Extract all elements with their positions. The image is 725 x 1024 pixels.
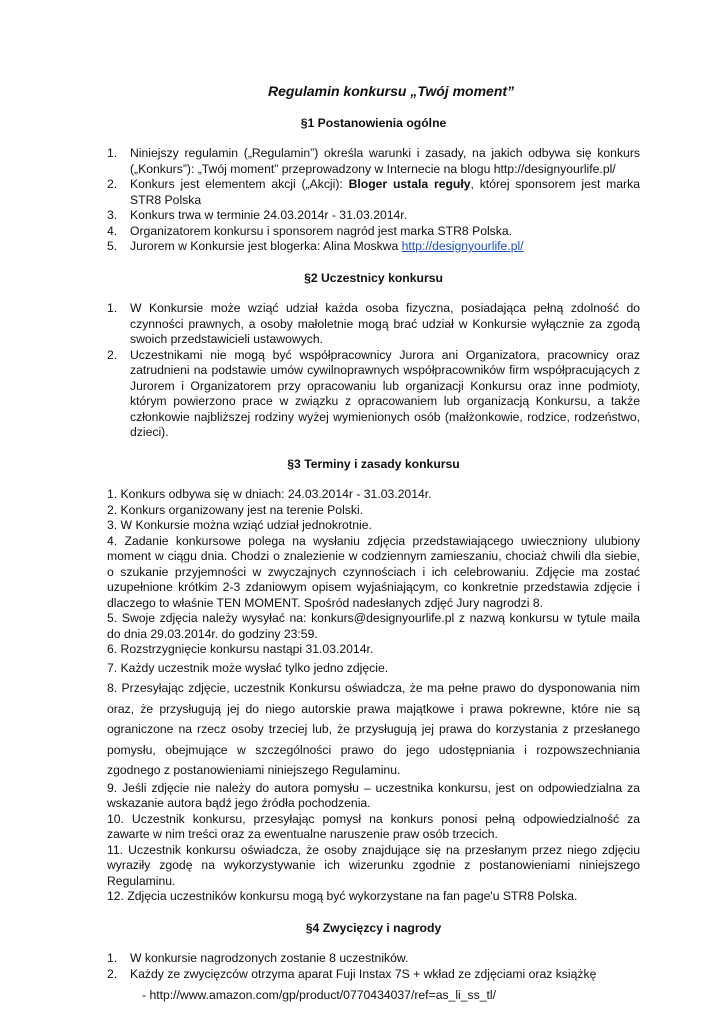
blog-link[interactable]: http://designyourlife.pl/ xyxy=(401,239,524,253)
paragraph: 4. Zadanie konkursowe polega na wysłaniu zdjęcia przedstawiającego uwieczniony ulubiony moment w ciągu dnia. Chodzi o znalezienie w codziennym zamieszaniu, chociaż chwili dla siebie, o szukanie przyjemności w zwyczajnych czynnościach i ich celebrowaniu. Zdjęcie ma zostać uzupełnione krótkim 2-3 zdaniowym opisem wyjaśniającym, co konkretnie przedstawia zdjęcie i dlaczego to właśnie TEN MOMENT. Spośród nadesłanych zdjęć Jury nagrodzi 8. xyxy=(107,533,640,610)
section-4-list xyxy=(107,951,640,982)
list-item: 2. Każdy ze zwycięzców otrzyma aparat Fuji Instax 7S + wkład ze zdjęciami oraz książkę xyxy=(107,966,597,981)
section-4-heading: §4 Zwycięzcy i nagrody xyxy=(305,920,442,935)
list-item: 1. Niniejszy regulamin („Regulamin”) określa warunki i zasady, na jakich odbywa się konkurs („Konkurs”): „Twój moment” przeprowadzony w Internecie na blogu http://designyourlife.pl/ xyxy=(107,146,640,176)
list-item: 2. Konkurs jest elementem akcji („Akcji): Bloger ustala reguły, której sponsorem jest marka STR8 Polska xyxy=(107,177,640,207)
paragraph: 9. Jeśli zdjęcie nie należy do autora pomysłu – uczestnika konkursu, jest on odpowiedzialna za wskazanie autora bądź jego źródła pochodzenia. xyxy=(107,780,640,810)
paragraph: 12. Zdjęcia uczestników konkursu mogą być wykorzystane na fan page'u STR8 Polska. xyxy=(107,889,578,903)
paragraph: 3. W Konkursie można wziąć udział jednokrotnie. xyxy=(107,518,372,532)
list-item: 2. Uczestnikami nie mogą być współpracownicy Jurora ani Organizatora, pracownicy oraz zatrudnieni na podstawie umów cywilnoprawnych współpracowników firm współpracujących z Jurorem i Organizatorem przy opracowaniu lub organizacji Konkursu oraz inne podmioty, którym powierzono prace w związku z opracowaniem lub organizacją Konkursu, a także członkowie najbliższej rodziny wyżej wymienionych osób (małżonkowie, rodzice, rodzeństwo, dzieci). xyxy=(107,347,640,439)
campaign-name: Bloger ustala reguły xyxy=(348,177,471,191)
paragraph: 8. Przesyłając zdjęcie, uczestnik Konkursu oświadcza, że ma pełne prawo do dysponowania nim oraz, że przysługują jej do niego autorskie prawa majątkowe i prawa pokrewne, które nie są ograniczone na rzecz osoby trzeciej lub, że przysługują jej prawa do korzystania z przesłanego pomysłu, obejmujące w szczególności prawo do jego udostępniania i rozpowszechniania zgodnego z postanowieniami niniejszego Regulaminu. xyxy=(107,681,640,777)
document-page xyxy=(107,84,640,1004)
paragraph: 5. Swoje zdjęcia należy wysyłać na: konkurs@designyourlife.pl z nazwą konkursu w tytule maila do dnia 29.03.2014r. do godziny 23:59. xyxy=(107,611,640,641)
amazon-link-text: - http://www.amazon.com/gp/product/0770434037/ref=as_li_ss_tl/ xyxy=(142,988,496,1002)
list-item: 4. Organizatorem konkursu i sponsorem nagród jest marka STR8 Polska. xyxy=(107,223,513,238)
paragraph: 2. Konkurs organizowany jest na terenie Polski. xyxy=(107,502,364,517)
section-2-list xyxy=(107,301,640,441)
paragraph: 1. Konkurs odbywa się w dniach: 24.03.2014r - 31.03.2014r. xyxy=(107,487,432,501)
paragraph: 6. Rozstrzygnięcie konkursu nastąpi 31.03.2014r. xyxy=(107,642,374,656)
section-1-heading: §1 Postanowienia ogólne xyxy=(300,115,447,130)
paragraph: 10. Uczestnik konkursu, przesyłając pomysł na konkurs ponosi pełną odpowiedzialność za zawarte w nim treści oraz za ewentualne naruszenie praw osób trzecich. xyxy=(107,811,640,841)
section-1-list xyxy=(107,146,640,255)
section-3-heading: §3 Terminy i zasady konkursu xyxy=(287,456,460,471)
document-title: Regulamin konkursu „Twój moment” xyxy=(267,83,515,99)
list-item: 3. Konkurs trwa w terminie 24.03.2014r - 31.03.2014r. xyxy=(107,208,408,222)
list-item: 1. W konkursie nagrodzonych zostanie 8 uczestników. xyxy=(107,951,409,965)
paragraph: 7. Każdy uczestnik może wysłać tylko jedno zdjęcie. xyxy=(107,660,389,675)
section-2-heading: §2 Uczestnicy konkursu xyxy=(304,270,443,285)
paragraph: 11. Uczestnik konkursu oświadcza, że osoby znajdujące się na przesłanym przez niego zdjęciu wyraziły zgodę na wykorzystywanie ich wizerunku zgodnie z postanowieniami niniejszego Regulaminu. xyxy=(107,842,640,888)
section-3-paragraphs xyxy=(107,487,640,905)
list-item: 5. Jurorem w Konkursie jest blogerka: Alina Moskwa http://designyourlife.pl/ xyxy=(107,239,524,253)
list-item: 1. W Konkursie może wziąć udział każda osoba fizyczna, posiadająca pełną zdolność do czynności prawnych, a osoby małoletnie mogą brać udział w Konkursie wyłącznie za zgodą swoich przedstawicieli ustawowych. xyxy=(107,301,640,346)
